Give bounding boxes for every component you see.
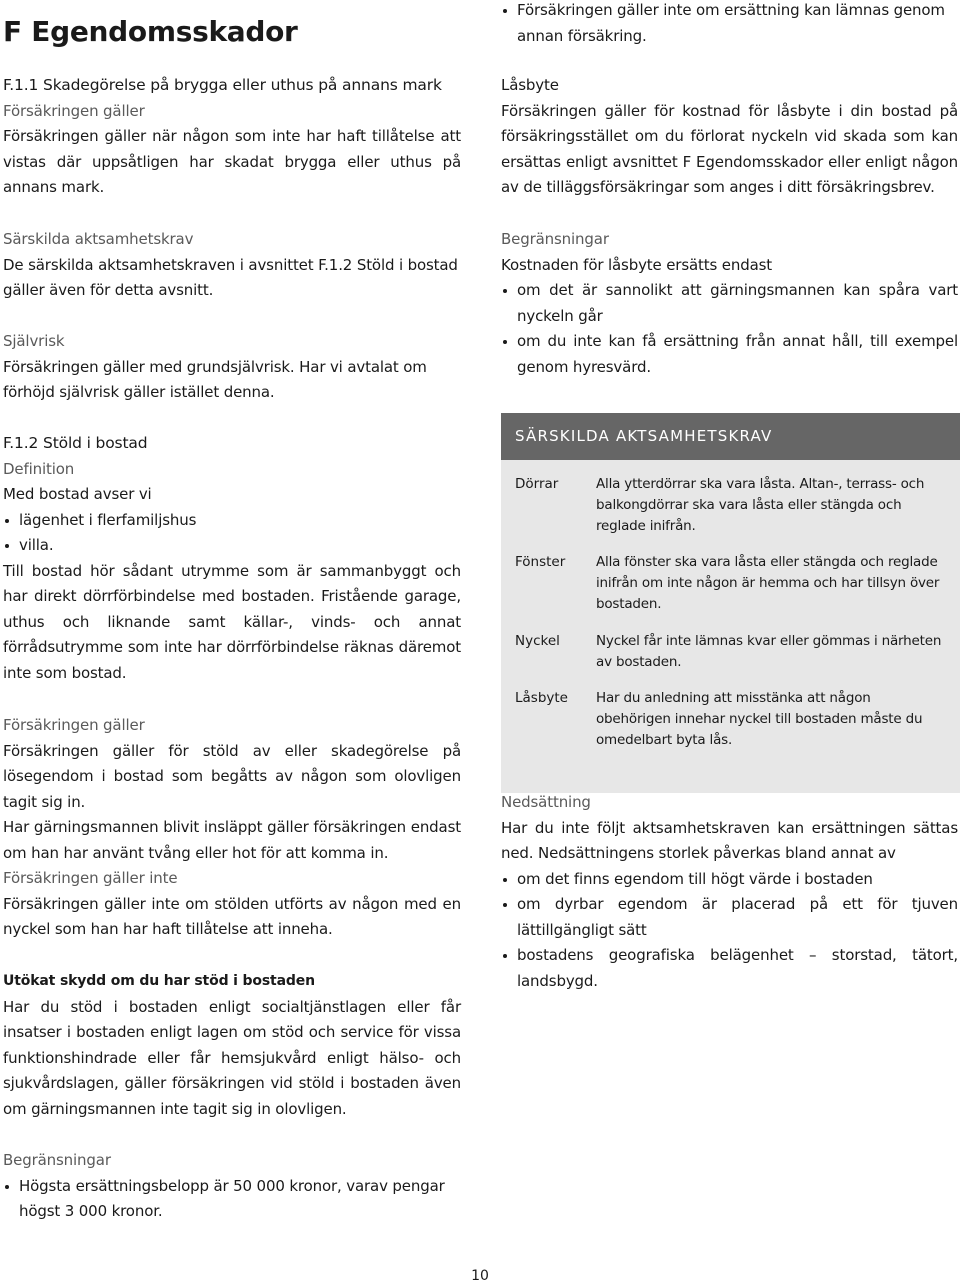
f12-heading: F.1.2 Stöld i bostad [3, 434, 148, 452]
f11-deductible-block [3, 329, 461, 406]
lock-change-heading: Låsbyte [501, 76, 559, 94]
care-requirements-table [501, 460, 960, 793]
f12-notvalid-text: Försäkringen gäller inte om stölden utförts av någon med en nyckel som han har haft tillåtelse att inneha. [3, 894, 461, 938]
lock-limits-list [501, 278, 958, 380]
f12-valid-heading: Försäkringen gäller [3, 716, 145, 734]
f12-limits-heading: Begränsningar [3, 1151, 111, 1169]
list-item: om dyrbar egendom är placerad på ett för tjuven lättillgängligt sätt [501, 892, 958, 943]
f12-notvalid-block [3, 866, 461, 943]
table-row [515, 552, 946, 631]
row-label: Nyckel [515, 633, 560, 649]
row-value: Nyckel får inte lämnas kvar eller gömmas i närheten av bostaden. [596, 633, 942, 670]
f12-definition-heading: Definition [3, 459, 75, 478]
lock-limits-intro: Kostnaden för låsbyte ersätts endast [501, 255, 773, 274]
f11-text: Försäkringen gäller när någon som inte har haft tillåtelse att vistas där uppsåtligen har skadat brygga eller uthus på annans mark. [3, 127, 461, 196]
care-requirements-box [501, 413, 960, 793]
table-row [515, 688, 946, 758]
row-value: Alla fönster ska vara låsta eller stängda och reglade inifrån om inte någon är hemma och har tillsyn över bostaden. [596, 554, 940, 612]
row-label: Fönster [515, 554, 566, 570]
f12-extended-block [3, 969, 461, 1122]
page-number: 10 [471, 1268, 489, 1284]
reduction-block [501, 790, 958, 994]
list-item: om du inte kan få ersättning från annat håll, till exempel genom hyresvärd. [501, 329, 958, 380]
f12-extended-text: Har du stöd i bostaden enligt socialtjänstlagen eller får insatser i bostaden enligt lagen om stöd och service för vissa funktionshindrade eller får hemsjukvård enligt hälso- och sjukvårdslagen, gäller försäkringen vid stöld i bostaden även om gärningsmannen inte tagit sig in olovligen. [3, 997, 461, 1118]
f12-limits-list [3, 1174, 461, 1225]
f11-care-block [3, 227, 461, 304]
row-value: Har du anledning att misstänka att någon obehörigen innehar nyckel till bostaden måste du omedelbart byta lås. [596, 690, 923, 748]
f12-definition-list [3, 508, 461, 559]
list-item: lägenhet i flerfamiljshus [3, 508, 461, 534]
care-requirements-title: SÄRSKILDA AKTSAMHETSKRAV [501, 413, 960, 460]
lock-change-block [501, 73, 958, 201]
f12-extended-heading: Utökat skydd om du har stöd i bostaden [3, 973, 315, 989]
reduction-list [501, 867, 958, 995]
f12-valid-block [3, 713, 461, 866]
section-f12 [3, 431, 461, 686]
section-f11 [3, 73, 461, 201]
f12-valid-text-1: Försäkringen gäller för stöld av eller skadegörelse på lösegendom i bostad som begåtts av någon som olovligen tagit sig in. [3, 741, 461, 811]
row-label: Låsbyte [515, 690, 568, 706]
f12-limits-block [3, 1148, 461, 1225]
row-label: Dörrar [515, 476, 559, 492]
top-list [501, 0, 958, 49]
f12-definition-text: Till bostad hör sådant utrymme som är sammanbyggt och har direkt dörrförbindelse med bostaden. Fristående garage, uthus och liknande samt källar-, vinds- och annat förrådsutrymme som inte har dörrförbindelse räknas däremot inte som bostad. [3, 561, 461, 682]
list-item: villa. [3, 533, 461, 559]
row-value: Alla ytterdörrar ska vara låsta. Altan-, terrass- och balkongdörrar ska vara låsta eller stängda och reglade inifrån. [596, 476, 925, 534]
reduction-text: Har du inte följt aktsamhetskraven kan ersättningen sättas ned. Nedsättningens storlek påverkas bland annat av [501, 818, 958, 862]
lock-limits-block [501, 227, 958, 380]
f11-subheading: Försäkringen gäller [3, 101, 145, 120]
f12-definition-intro: Med bostad avser vi [3, 485, 152, 503]
lock-limits-heading: Begränsningar [501, 230, 609, 248]
table-row [515, 474, 946, 552]
reduction-heading: Nedsättning [501, 793, 591, 811]
list-item: om det finns egendom till högt värde i bostaden [501, 867, 958, 893]
f11-heading: F.1.1 Skadegörelse på brygga eller uthus på annans mark [3, 76, 442, 94]
f12-notvalid-heading: Försäkringen gäller inte [3, 869, 178, 887]
list-item: Försäkringen gäller inte om ersättning kan lämnas genom annan försäkring. [501, 0, 958, 49]
f11-deductible-heading: Självrisk [3, 332, 65, 350]
f11-care-heading: Särskilda aktsamhetskrav [3, 230, 194, 248]
f12-valid-text-2: Har gärningsmannen blivit insläppt gäller försäkringen endast om han har använt tvång eller hot för att komma in. [3, 818, 461, 862]
top-list-block [501, 0, 958, 49]
section-title: F Egendomsskador [3, 15, 298, 48]
list-item: bostadens geografiska belägenhet – storstad, tätort, landsbygd. [501, 943, 958, 994]
table-row [515, 631, 946, 688]
lock-change-text: Försäkringen gäller för kostnad för låsbyte i din bostad på försäkringsstället om du förlorat nyckeln vid skada som kan ersättas enligt avsnittet F Egendomsskador eller enligt någon av de tilläggsförsäkringar som anges i ditt försäkringsbrev. [501, 101, 958, 196]
list-item: om det är sannolikt att gärningsmannen kan spåra vart nyckeln går [501, 278, 958, 329]
list-item: Högsta ersättningsbelopp är 50 000 kronor, varav pengar högst 3 000 kronor. [3, 1174, 461, 1225]
f11-care-text: De särskilda aktsamhetskraven i avsnittet F.1.2 Stöld i bostad gäller även för detta avsnitt. [3, 255, 458, 299]
f11-deductible-text: Försäkringen gäller med grundsjälvrisk. Har vi avtalat om förhöjd självrisk gäller istället denna. [3, 357, 427, 401]
